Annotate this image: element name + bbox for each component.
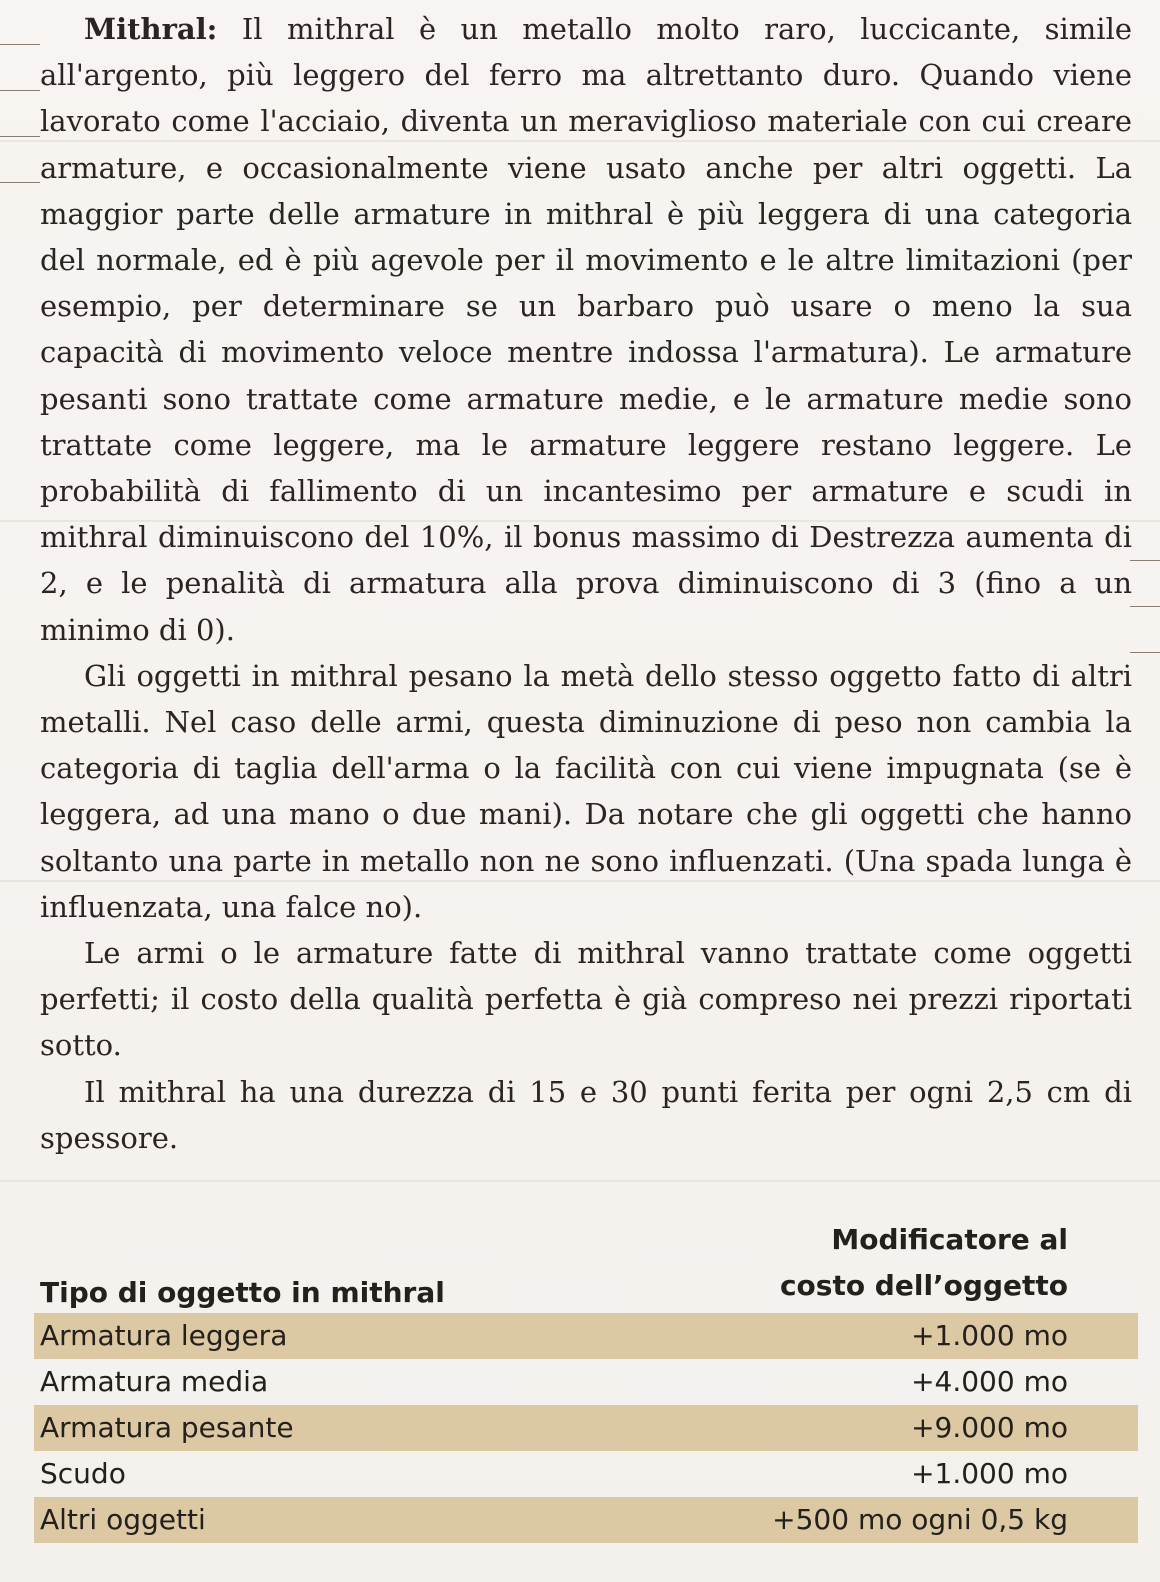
margin-mark [0, 182, 40, 183]
margin-mark [0, 44, 40, 45]
header-cost-line1: Modificatore al [831, 1223, 1068, 1256]
row-cost: +500 mo ogni 0,5 kg [772, 1503, 1068, 1536]
bleed-line [0, 1180, 1160, 1182]
row-cost: +1.000 mo [911, 1319, 1068, 1352]
paragraph-masterwork: Le armi o le armature fatte di mithral vanno trattate come oggetti perfetti; il costo della qualità perfetta è già compreso nei prezzi riportati sotto. [40, 936, 1132, 1063]
header-cost-line2: costo dell’oggetto [779, 1269, 1068, 1302]
row-type: Altri oggetti [40, 1503, 206, 1536]
row-type: Armatura leggera [40, 1319, 288, 1352]
row-cost: +1.000 mo [911, 1457, 1068, 1490]
margin-mark [0, 90, 40, 91]
margin-mark [1130, 560, 1160, 561]
margin-mark [1130, 606, 1160, 607]
paragraph-hardness: Il mithral ha una durezza di 15 e 30 punti ferita per ogni 2,5 cm di spessore. [40, 1074, 1132, 1155]
row-type: Scudo [40, 1457, 126, 1490]
paragraph-text: Il mithral è un metallo molto raro, luccicante, simile all'argento, più leggero del ferro ma altrettanto duro. Quando viene lavorato come l'acciaio, diventa un meraviglioso materiale con cui creare armature, e occasionalmente viene usato anche per altri oggetti. La maggior parte delle armature in mithral è più leggera di una categoria del normale, ed è più agevole per il movimento e le altre limitazioni (per esempio, per determinare se un barbaro può usare o meno la sua capacità di movimento veloce mentre indossa l'armatura). Le armature pesanti sono trattate come armature medie, e le armature medie sono trattate come leggere, ma le armature leggere restano leggere. Le probabilità di fallimento di un incantesimo per armature e scudi in mithral diminuiscono del 10%, il bonus massimo di Destrezza aumenta di 2, e le penalità di armatura alla prova diminuiscono di 3 (fino a un minimo di 0). [40, 12, 1132, 647]
row-type: Armatura media [40, 1365, 269, 1398]
body-text [40, 6, 1132, 1161]
header-type: Tipo di oggetto in mithral [40, 1276, 445, 1309]
paragraph-mithral [40, 6, 1132, 653]
row-cost: +9.000 mo [911, 1411, 1068, 1444]
paragraph-lead: Mithral: [84, 12, 218, 46]
paragraph-weight: Gli oggetti in mithral pesano la metà dello stesso oggetto fatto di altri metalli. Nel caso delle armi, questa diminuzione di peso non cambia la categoria di taglia dell'arma o la facilità con cui viene impugnata (se è leggera, ad una mano o due mani). Da notare che gli oggetti che hanno soltanto una parte in metallo non ne sono influenzati. (Una spada lunga è influenzata, una falce no). [40, 658, 1132, 924]
table-row [34, 1359, 1138, 1405]
header-cost [780, 1217, 1068, 1309]
margin-mark [1130, 652, 1160, 653]
table-row [34, 1451, 1138, 1497]
table-row [34, 1405, 1138, 1451]
row-type: Armatura pesante [40, 1411, 294, 1444]
table-row [34, 1313, 1138, 1359]
margin-mark [0, 136, 40, 137]
table-row [34, 1497, 1138, 1543]
table-header [34, 1225, 1138, 1313]
mithral-cost-table [34, 1225, 1138, 1543]
row-cost: +4.000 mo [911, 1365, 1068, 1398]
